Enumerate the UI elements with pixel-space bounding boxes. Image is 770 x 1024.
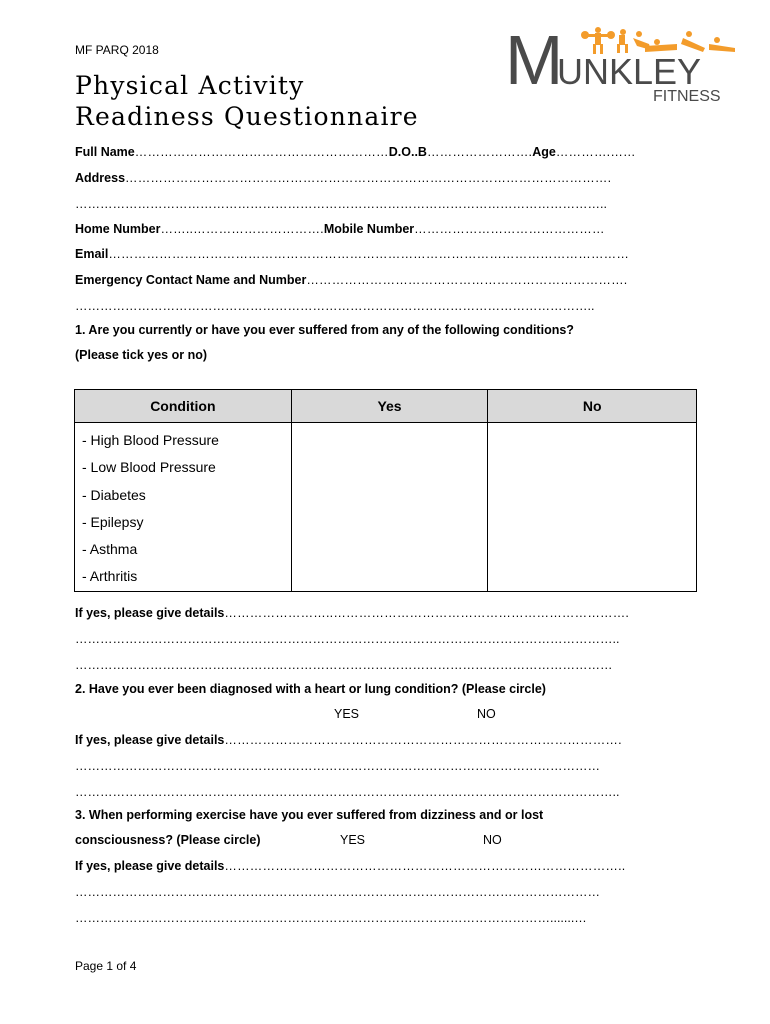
q3-details-line-2[interactable]: ……………………………………………………………………………………………………………… — [75, 885, 600, 899]
q1-details-line-2[interactable]: ………………………………………………………………………………………………………………….. — [75, 632, 620, 646]
condition-high-blood-pressure: - High Blood Pressure — [82, 432, 219, 448]
q3-details-label: If yes, please give details — [75, 859, 225, 873]
phone-row — [75, 220, 697, 238]
age-field[interactable]: ………….…… — [555, 145, 636, 159]
q1-details-label: If yes, please give details — [75, 606, 225, 620]
full-name-label: Full Name — [75, 145, 135, 159]
q2-details-line-3[interactable]: ………………………………………………………………………………………………………………….. — [75, 785, 620, 799]
page-title — [75, 70, 419, 132]
q2-details-field[interactable]: …………………………………………………………………………………. — [224, 733, 622, 747]
q2-yes-option[interactable]: YES — [334, 707, 360, 721]
home-number-field[interactable]: ……..…………………………. — [160, 222, 324, 236]
logo-m: M — [505, 22, 564, 99]
mobile-number-field[interactable]: ……………………………………… — [414, 222, 605, 236]
q3-yes-option[interactable]: YES — [340, 833, 366, 847]
q1-details-field[interactable]: ……………………..……………………………………………………………. — [224, 606, 630, 620]
address-row — [75, 169, 697, 187]
address-line-2[interactable]: ……………………………………………………………………………………………………………….. — [75, 197, 607, 211]
condition-diabetes: - Diabetes — [82, 486, 146, 503]
form-code: MF PARQ 2018 — [75, 43, 159, 57]
header-condition: Condition — [75, 390, 292, 423]
age-label: Age — [532, 145, 556, 159]
condition-low-blood-pressure: - Low Blood Pressure — [82, 459, 216, 476]
q3-details-row — [75, 857, 697, 875]
header-no: No — [488, 390, 697, 423]
q2-no-option[interactable]: NO — [477, 707, 496, 721]
page-number: Page 1 of 4 — [75, 959, 137, 973]
emergency-label: Emergency Contact Name and Number — [75, 273, 307, 287]
yes-column[interactable] — [291, 423, 488, 592]
home-number-label: Home Number — [75, 222, 161, 236]
logo-figures-icon — [581, 27, 735, 54]
munkley-fitness-logo — [505, 22, 741, 108]
email-field[interactable]: …………………………………………………………………………………………………………… — [108, 247, 630, 261]
question-1-sub: (Please tick yes or no) — [75, 348, 208, 362]
question-2: 2. Have you ever been diagnosed with a heart or lung condition? (Please circle) — [75, 682, 546, 696]
condition-asthma: - Asthma — [82, 541, 138, 558]
emergency-row — [75, 271, 697, 289]
condition-epilepsy: - Epilepsy — [82, 513, 144, 530]
question-3-line-2: consciousness? (Please circle) — [75, 833, 261, 847]
conditions-list — [75, 423, 292, 592]
q1-details-row — [75, 604, 697, 622]
emergency-field[interactable]: …………………………………………………………………. — [306, 273, 628, 287]
full-name-row — [75, 143, 697, 161]
logo-unkley: UNKLEY — [557, 51, 702, 92]
title-line-1: Physical Activity — [75, 71, 305, 100]
q2-details-row — [75, 731, 697, 749]
header-yes: Yes — [291, 390, 488, 423]
address-field[interactable]: ……………………………………………………………………………………………………. — [125, 171, 612, 185]
dob-field[interactable]: ……………………. — [426, 145, 533, 159]
title-line-2: Readiness Questionnaire — [75, 102, 419, 131]
full-name-field[interactable]: …………………………………………………… — [134, 145, 389, 159]
no-column[interactable] — [488, 423, 697, 592]
address-label: Address — [75, 171, 126, 185]
q1-details-line-3[interactable]: ………………………………………………………………………………………………………………… — [75, 658, 613, 672]
q3-details-field[interactable]: ………………………………………………………………………………….. — [224, 859, 626, 873]
emergency-line-2[interactable]: …………………………………………………………………………………………………………….. — [75, 299, 595, 313]
question-3: 3. When performing exercise have you ever suffered from dizziness and or lost — [75, 808, 544, 822]
email-label: Email — [75, 247, 109, 261]
logo-fitness: FITNESS — [653, 88, 721, 105]
q2-details-label: If yes, please give details — [75, 733, 225, 747]
q3-no-option[interactable]: NO — [483, 833, 502, 847]
conditions-table — [74, 389, 697, 592]
condition-arthritis: - Arthritis — [82, 568, 138, 585]
email-row — [75, 245, 697, 263]
question-1: 1. Are you currently or have you ever suffered from any of the following conditions? — [75, 323, 574, 337]
dob-label: D.O..B — [388, 145, 427, 159]
q3-details-line-3[interactable]: …………………………………………………………………………………………………….......… — [75, 911, 587, 925]
mobile-number-label: Mobile Number — [323, 222, 415, 236]
q2-details-line-2[interactable]: ……………………………………………………………………………………………………………… — [75, 759, 600, 773]
